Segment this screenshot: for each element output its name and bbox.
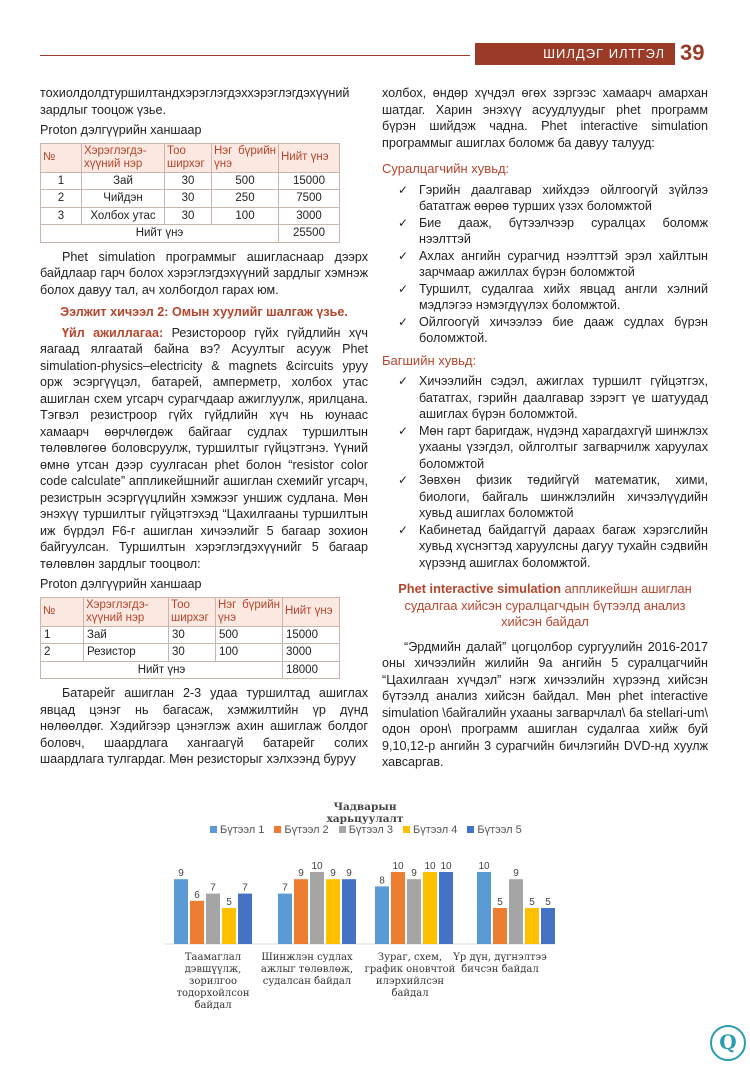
- right-paragraph-1: холбох, өндөр хүчдэл өгөх зэргээс хамаарч амархан шатдаг. Харин энэхүү асуудлуудыг phet программ бүрэн шийдэж чадна. Phet interactive simulation программыг ашиглах боломж ба давуу талууд:: [382, 86, 708, 150]
- bar-4-5: [541, 908, 555, 944]
- table2-header-cell: №: [41, 597, 84, 626]
- table-total-row: [41, 225, 340, 243]
- category-label: [445, 952, 555, 976]
- category-label-line: зорилгоо: [188, 976, 238, 987]
- bar-2-4: [326, 879, 340, 944]
- table2-header-cell: Нэг бүрийн үнэ: [216, 597, 283, 626]
- bar-2-1: [278, 894, 292, 944]
- legend-swatch: [339, 826, 346, 833]
- table2-header-cell: Хэрэглэгдэ-хүүний нэр: [84, 597, 169, 626]
- table-cell: 30: [165, 172, 212, 190]
- bar-value-label: 10: [392, 861, 404, 872]
- legend-label: Бүтээл 4: [413, 824, 458, 836]
- example-title: Ээлжит хичээл 2: Омын хуулийг шалгаж үзье.: [60, 305, 348, 319]
- table-cell: 100: [212, 207, 279, 225]
- table-cell: 30: [165, 190, 212, 208]
- table1-header-cell: №: [41, 143, 82, 172]
- table-row: [41, 190, 340, 208]
- logo-icon: Q: [710, 1025, 746, 1061]
- table-cell: 30: [165, 207, 212, 225]
- bar-1-2: [190, 901, 204, 944]
- right-column: [382, 85, 708, 771]
- table1-header-cell: Хэрэглэгдэ-хүүний нэр: [82, 143, 165, 172]
- category-label-line: тодорхойлсон: [176, 988, 250, 999]
- legend-label: Бүтээл 5: [477, 824, 522, 836]
- table2-header-cell: Нийт үнэ: [283, 597, 340, 626]
- legend-label: Бүтээл 2: [284, 824, 329, 836]
- table-cell: 7500: [279, 190, 340, 208]
- bar-value-label: 8: [379, 875, 385, 887]
- table-row: [41, 644, 340, 662]
- bar-3-5: [439, 872, 453, 944]
- table1-header-cell: Нийт үнэ: [279, 143, 340, 172]
- table-cell: 100: [216, 644, 283, 662]
- bar-1-3: [206, 894, 220, 944]
- category-label-line: судалсан байдал: [262, 976, 352, 987]
- list-item: ✓ Кабинетад байдаггүй дараах багаж хэрэгслийн хувьд хүснэгтэд харуулсны дагуу тухайн сэдвийн хүрээнд ашиглах боломжтой.: [382, 522, 708, 572]
- table-cell: 3000: [279, 207, 340, 225]
- table-cell: Чийдэн: [82, 190, 165, 208]
- list-item: ✓ Бие дааж, бүтээлчээр суралцах боломж нээлттэй: [382, 215, 708, 248]
- legend-label: Бүтээл 1: [220, 824, 265, 836]
- list-item: ✓ Зөвхөн физик төдийгүй математик, хими, биологи, байгаль шинжлэлийн хичээлүүдийн хувьд ашиглах боломжтой: [382, 472, 708, 522]
- legend-swatch: [403, 826, 410, 833]
- category-label-line: Шинжлэн судлах: [261, 952, 353, 963]
- bar-value-label: 7: [210, 882, 216, 894]
- bar-3-1: [375, 886, 389, 944]
- category-label-line: байдал: [194, 1000, 232, 1011]
- list-item: ✓ Хичээлийн сэдэл, ажиглах туршилт гүйцэтгэх, бататгах, гэрийн даалгавар зэрэгт үе шатуудад ашиглах бүрэн боломжтой.: [382, 373, 708, 423]
- bar-value-label: 5: [497, 897, 503, 908]
- legend-item: [210, 824, 264, 836]
- category-label-line: бичсэн байдал: [461, 964, 539, 975]
- bar-4-1: [477, 872, 491, 944]
- bar-value-label: 9: [330, 868, 336, 880]
- bar-value-label: 9: [411, 868, 417, 880]
- page-number: 39: [680, 40, 705, 65]
- table-cell: 30: [169, 626, 216, 644]
- teachers-title: Багшийн хувьд:: [382, 352, 477, 368]
- chart-legend: [210, 824, 522, 836]
- teachers-list: [382, 373, 708, 571]
- bar-4-3: [509, 879, 523, 944]
- table-cell: Зай: [84, 626, 169, 644]
- analysis-title-rest: аппликейшн ашиглан судалгаа хийсэн суралцагчдын бүтээлд анализ хийсэн байдал: [404, 581, 692, 629]
- bar-value-label: 6: [194, 889, 200, 901]
- left-column: [40, 85, 368, 768]
- bar-value-label: 7: [242, 882, 248, 894]
- table-total-value: 25500: [279, 225, 340, 243]
- category-label-line: илэрхийлсэн: [375, 976, 445, 987]
- category-label-line: ажлыг төлөвлөж,: [260, 964, 354, 975]
- bar-value-label: 5: [226, 897, 232, 908]
- table-cell: Резистор: [84, 644, 169, 662]
- students-list: [382, 182, 708, 347]
- bar-value-label: 7: [282, 882, 288, 894]
- table2-title: Proton дэлгүүрийн ханшаар: [40, 577, 202, 591]
- bar-value-label: 10: [311, 861, 323, 872]
- left-paragraph-4: Батарейг ашиглан 2-3 удаа туршилтад ашиглах явцад цэнэг нь багасаж, хэмжилтийн үр дүнд нөлөөлдөг. Хэдийгээр цэнэглэж ахин ашиглаж болдог боловч, шаардлага хангаагүй батарейг солих шаардлага тулгардаг. Мөн резисторыг хэлхээнд буруу: [40, 686, 368, 766]
- bar-1-5: [238, 894, 252, 944]
- table-cell: 2: [41, 190, 82, 208]
- category-label-line: Зураг, схем,: [377, 952, 443, 963]
- bar-3-4: [423, 872, 437, 944]
- legend-item: [339, 824, 393, 836]
- category-label-line: график оновчтой: [364, 964, 456, 975]
- bar-value-label: 10: [440, 861, 452, 872]
- bar-value-label: 9: [178, 868, 184, 880]
- table1-title: Proton дэлгүүрийн ханшаар: [40, 123, 202, 137]
- bar-2-5: [342, 879, 356, 944]
- left-paragraph-2: Phet simulation программыг ашигласнаар дээрх байдлаар гарч болох хэрэглэгдэхүүний зардлыг хэмнэж болох давуу тал, ач холбогдол гарах юм.: [40, 249, 368, 297]
- bar-4-2: [493, 908, 507, 944]
- list-item: ✓ Туршилт, судалгаа хийх явцад англи хэлний мэдлэгээ нэмэгдүүлэх боломжтой.: [382, 281, 708, 314]
- bar-value-label: 9: [513, 868, 519, 880]
- analysis-section-title: [382, 581, 708, 631]
- list-item: ✓ Ойлгоогүй хичээлээ бие дааж судлах бүрэн боломжтой.: [382, 314, 708, 347]
- bar-chart: [160, 840, 560, 950]
- legend-item: [274, 824, 328, 836]
- cost-table-2: [40, 597, 340, 680]
- table-total-row: [41, 661, 340, 679]
- section-header: ШИЛДЭГ ИЛТГЭЛ: [475, 43, 675, 65]
- task-label: Үйл ажиллагаа:: [62, 325, 164, 340]
- category-label-line: дэвшүүлж,: [184, 964, 242, 975]
- table-row: [41, 626, 340, 644]
- table-total-label: Нийт үнэ: [41, 225, 279, 243]
- table1-header-cell: Нэг бүрийн үнэ: [212, 143, 279, 172]
- left-paragraph-1: тохиолдолдтуршилтандхэрэглэгдэххэрэглэгдэхүүний зардлыг тооцож үзье.: [40, 86, 350, 117]
- table-cell: 15000: [279, 172, 340, 190]
- table-cell: Холбох утас: [82, 207, 165, 225]
- table-cell: 250: [212, 190, 279, 208]
- bar-value-label: 9: [346, 868, 352, 880]
- bar-value-label: 9: [298, 868, 304, 880]
- table-total-value: 18000: [283, 661, 340, 679]
- chart-title: Чадварын харьцуулалт: [326, 801, 404, 825]
- bar-4-4: [525, 908, 539, 944]
- bar-2-2: [294, 879, 308, 944]
- legend-swatch: [274, 826, 281, 833]
- category-label-line: Үр дүн, дүгнэлтээ: [453, 952, 547, 963]
- legend-label: Бүтээл 3: [348, 824, 394, 836]
- cost-table-1: [40, 143, 340, 243]
- table-cell: 2: [41, 644, 84, 662]
- analysis-title-bold: Phet interactive simulation: [398, 581, 562, 596]
- table-row: [41, 207, 340, 225]
- table-cell: 1: [41, 172, 82, 190]
- bar-value-label: 10: [478, 861, 490, 872]
- table2-header-cell: Тоо ширхэг: [169, 597, 216, 626]
- table-cell: 15000: [283, 626, 340, 644]
- legend-item: [467, 824, 521, 836]
- table-total-label: Нийт үнэ: [41, 661, 283, 679]
- table-cell: 500: [212, 172, 279, 190]
- list-item: ✓ Мөн гарт баригдаж, нүдэнд харагдахгүй шинжлэх ухааны үзэгдэл, ойлголтыг загварчилж харуулах боломжтой: [382, 423, 708, 473]
- table1-header-cell: Тоо ширхэг: [165, 143, 212, 172]
- legend-swatch: [210, 826, 217, 833]
- bar-3-2: [391, 872, 405, 944]
- bar-3-3: [407, 879, 421, 944]
- left-paragraph-3: [40, 325, 368, 573]
- table-cell: 500: [216, 626, 283, 644]
- legend-swatch: [467, 826, 474, 833]
- list-item: ✓ Гэрийн даалгавар хийхдээ ойлгоогүй зүйлээ бататгаж өөрөө турших үзэх боломжтой: [382, 182, 708, 215]
- bar-value-label: 10: [424, 861, 436, 872]
- bar-1-1: [174, 879, 188, 944]
- table-cell: 3000: [283, 644, 340, 662]
- list-item: ✓ Ахлах ангийн сурагчид нээлттэй эрэл хайлтын зарчмаар ажиллах бүрэн боломжтой: [382, 248, 708, 281]
- table-cell: Зай: [82, 172, 165, 190]
- table-row: [41, 172, 340, 190]
- task-text: Резистороор гүйх гүйдлийн хүч яагаад ялгаатай байна вэ? Асуултыг асууж Phet simulation-physics–electricity & magnets &circuits уруу орж эсэргүүцэл, батарей, амперметр, холбох утас ашиглан схем угсарч сурагчдаар ажиглуулж, ярилцана. Тэгвэл резистроор гүйх гүйдлийн хүч нь юунаас хамаарч өөрчлөгдөж байгааг судлах туршилтын төлөвлөгөө боловсруулж, туршилтыг гүйцэтгэнэ. Үүний өмнө утсан дээр суулгасан phet болон “resistor color code calculate” аппликейшнийг ашиглан схемийг угсарч, резистрын эсэргүүцлийн хэмжээг уншиж судлана. Мөн энэхүү туршилтыг гүйцэтгэхэд “Цахилгааны туршилтын иж бүрдэл F6-г ашиглан хичээлийг 5 багаар зохион байгуулсан. Туршилтын хэрэглэгдэхүүнийг 5 багаар төлөвлөн зардлыг тооцвол:: [40, 325, 368, 571]
- table-cell: 1: [41, 626, 84, 644]
- bar-2-3: [310, 872, 324, 944]
- bar-value-label: 5: [529, 897, 535, 908]
- table-cell: 30: [169, 644, 216, 662]
- category-label-line: Таамаглал: [184, 952, 242, 963]
- table-cell: 3: [41, 207, 82, 225]
- students-title: Суралцагчийн хувьд:: [382, 161, 510, 176]
- right-paragraph-2: “Эрдмийн далай” цогцолбор сургуулийн 2016-2017 оны хичээлийн жилийн 9а ангийн 5 суралцагчийн “Цахилгаан хүчдэл” нэгж хичээлийн хүрээнд хийсэн бүтээлд анализ хийсэн байдал. Мөн phet interactive simulation \байгалийн ухааны загварчлал\ ба stellari-um\ одон орон\ программ ашиглан судалгаа хийж буй 9,10,12-р ангийн 3 сурагчийн бичлэгийн DVD-нд хуулж хавсаргав.: [382, 639, 708, 769]
- bar-value-label: 5: [545, 897, 551, 908]
- category-label: [252, 952, 362, 988]
- category-label-line: байдал: [391, 988, 429, 999]
- bar-1-4: [222, 908, 236, 944]
- header-rule: [40, 55, 470, 56]
- legend-item: [403, 824, 457, 836]
